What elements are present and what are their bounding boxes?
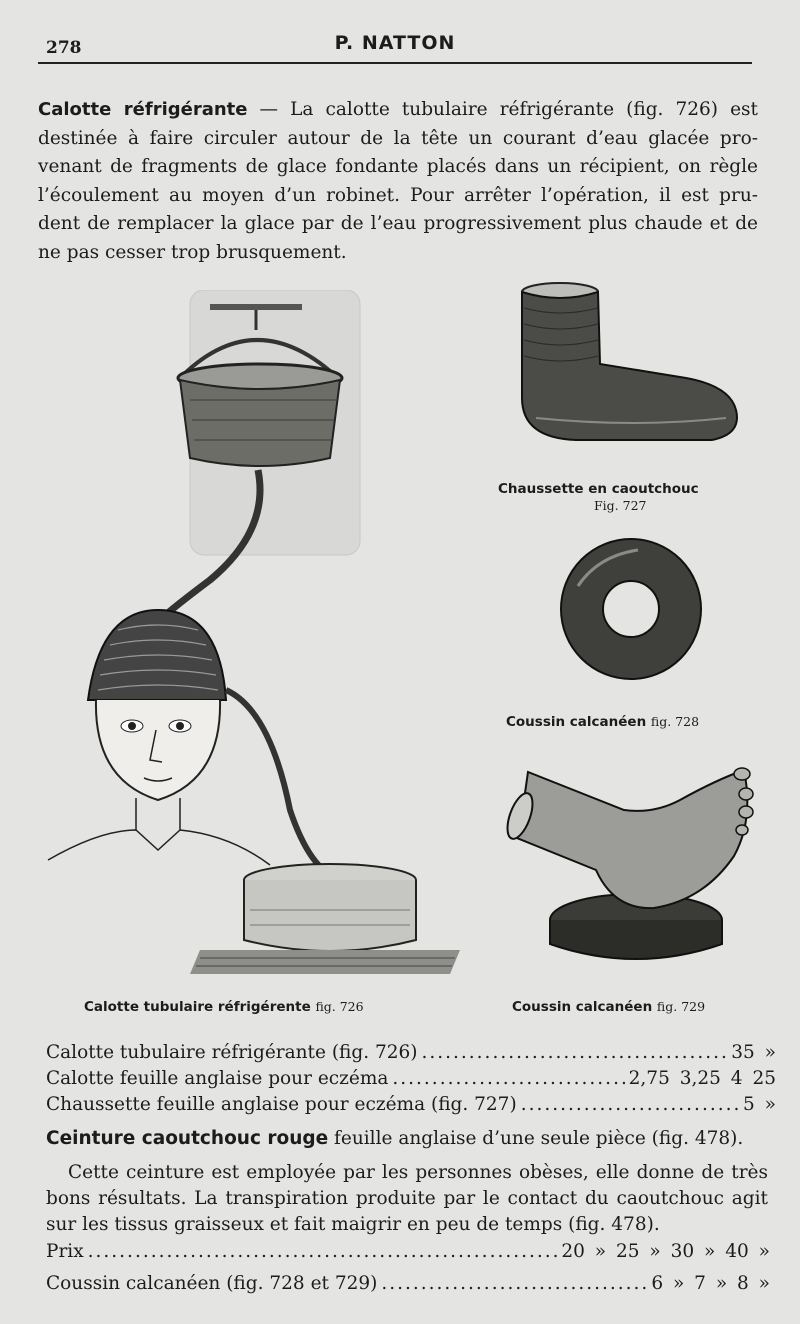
price-row-prices: 5 »	[743, 1094, 776, 1115]
leader-dots	[422, 1040, 728, 1066]
fig727-number: Fig. 727	[594, 498, 647, 513]
leader-dots	[521, 1092, 739, 1118]
price-row	[46, 1066, 776, 1092]
fig729-caption-text: Coussin calcanéen	[512, 999, 653, 1015]
intro-lead: Calotte réfrigérante	[38, 99, 248, 120]
ceinture-line-0: Cette ceinture est employée par les personnes obèses, elle donne de très	[68, 1162, 768, 1183]
price-row	[46, 1040, 776, 1066]
price-row-label: Chaussette feuille anglaise pour eczéma (fig. 727)	[46, 1094, 517, 1115]
page-number: 278	[46, 38, 82, 58]
leader-dots	[392, 1066, 624, 1092]
fig728-caption	[506, 714, 699, 730]
fig728-caption-text: Coussin calcanéen	[506, 714, 647, 730]
page-header	[38, 30, 752, 64]
intro-line-5: ne pas cesser trop brusquement.	[38, 241, 347, 263]
price-row	[46, 1092, 776, 1118]
fig727-caption	[498, 481, 699, 497]
intro-line-1: destinée à faire circuler autour de la tête un courant d’eau glacée pro-	[38, 127, 758, 149]
fig727-caption-text: Chaussette en caoutchouc	[498, 481, 699, 497]
leader-dots	[88, 1236, 558, 1268]
price-row-prices: 2,75 3,25 4 25	[628, 1068, 776, 1089]
intro-line-4: dent de remplacer la glace par de l’eau progressivement plus chaude et de	[38, 213, 758, 234]
ring-cushion-illustration	[558, 536, 704, 682]
fig726-number: fig. 726	[315, 999, 364, 1014]
coussin-prices: 6 » 7 » 8 »	[651, 1273, 770, 1294]
running-title: P. NATTON	[334, 32, 456, 54]
ceinture-heading-rest: feuille anglaise d’une seule pièce (fig. 478).	[328, 1128, 744, 1149]
fig728-number: fig. 728	[650, 714, 700, 729]
intro-paragraph	[38, 96, 758, 267]
ceinture-line-1: bons résultats. La transpiration produite par le contact du caoutchouc agit	[46, 1188, 768, 1209]
ceinture-prices	[46, 1236, 770, 1300]
heel-cushion-illustration	[504, 760, 756, 972]
fig726-caption	[84, 999, 364, 1015]
intro-line-3: l’écoulement au moyen d’un robinet. Pour arrêter l’opération, il est pru-	[38, 184, 758, 206]
rubber-sock-illustration	[516, 278, 744, 446]
price-row-prices: 35 »	[731, 1042, 776, 1063]
price-list	[46, 1040, 776, 1118]
prix-values: 20 » 25 » 30 » 40 »	[561, 1241, 770, 1262]
price-row	[46, 1268, 770, 1300]
leader-dots	[381, 1268, 647, 1300]
ceinture-heading: Ceinture caoutchouc rouge	[46, 1128, 329, 1149]
ceinture-heading-line	[46, 1126, 768, 1152]
price-row-label: Calotte feuille anglaise pour eczéma	[46, 1068, 389, 1089]
fig726-caption-text: Calotte tubulaire réfrigérente	[84, 999, 311, 1015]
coussin-label: Coussin calcanéen (fig. 728 et 729)	[46, 1273, 378, 1294]
prix-label: Prix	[46, 1241, 84, 1262]
fig729-number: fig. 729	[656, 999, 706, 1014]
ceinture-description	[46, 1160, 768, 1238]
cooling-cap-illustration	[40, 290, 470, 990]
price-row-label: Calotte tubulaire réfrigérante (fig. 726)	[46, 1042, 418, 1063]
intro-line-0: — La calotte tubulaire réfrigérante (fig. 726) est	[247, 99, 758, 120]
ceinture-line-2: sur les tissus graisseux et fait maigrir en peu de temps (fig. 478).	[46, 1214, 660, 1235]
fig729-caption	[512, 999, 705, 1015]
price-row	[46, 1236, 770, 1268]
intro-line-2: venant de fragments de glace fondante placés dans un récipient, on règle	[38, 156, 758, 177]
